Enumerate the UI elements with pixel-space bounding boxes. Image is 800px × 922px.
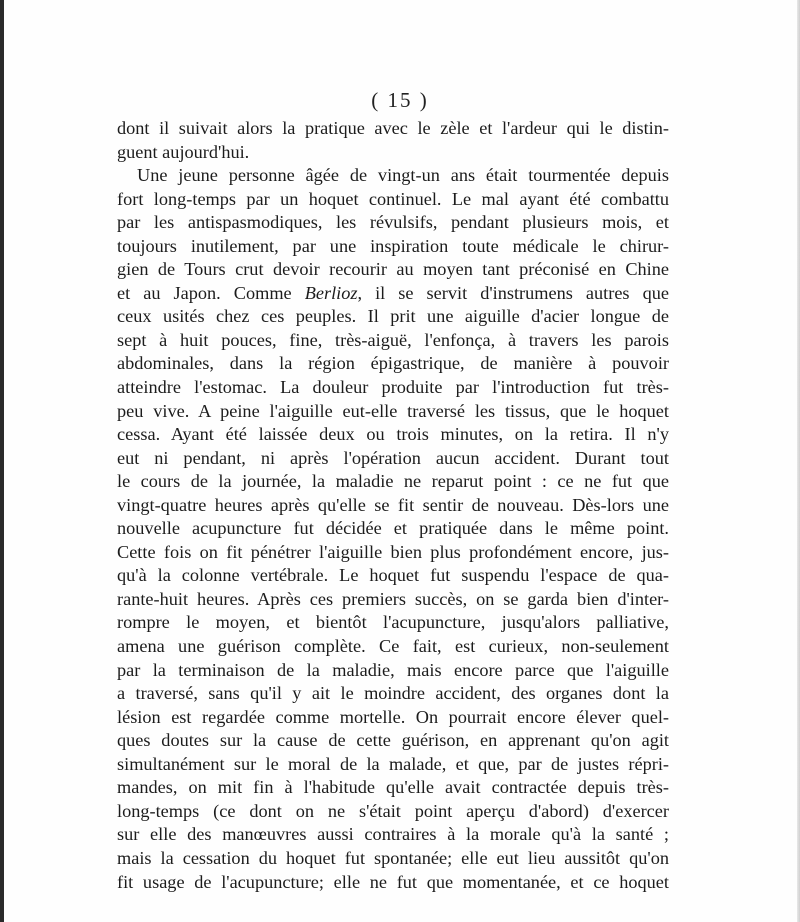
text-line: Cette fois on fit pénétrer l'aiguille bien plus profondément encore, jus-	[117, 541, 669, 562]
text-line: rompre le moyen, et bientôt l'acupuncture, jusqu'alors palliative,	[117, 612, 669, 633]
text-line: sur elle des manœuvres aussi contraires à la morale qu'à la santé ;	[117, 824, 669, 845]
text-line: long-temps (ce dont on ne s'était point aperçu d'abord) d'exercer	[117, 800, 669, 821]
text-line: nouvelle acupuncture fut décidée et pratiquée dans le même point.	[117, 518, 669, 539]
text-line: fort long-temps par un hoquet continuel. Le mal ayant été combattu	[117, 188, 669, 209]
text-segment: et au Japon. Comme	[117, 282, 305, 303]
text-line: atteindre l'estomac. La douleur produite par l'introduction fut très-	[117, 377, 669, 398]
text-line: Une jeune personne âgée de vingt-un ans était tourmentée depuis	[137, 165, 669, 186]
page-number: ( 15 )	[371, 88, 429, 112]
page-left-edge	[0, 0, 4, 922]
text-line	[117, 282, 669, 306]
text-line: guent aujourd'hui.	[117, 141, 250, 162]
body-text	[117, 117, 669, 894]
text-line: eut ni pendant, ni après l'opération aucun accident. Durant tout	[117, 447, 669, 468]
text-line: mandes, on mit fin à l'habitude qu'elle avait contractée depuis très-	[117, 777, 669, 798]
text-line: sept à huit pouces, fine, très-aiguë, l'enfonça, à travers les parois	[117, 329, 669, 350]
text-line: cessa. Ayant été laissée deux ou trois minutes, on la retira. Il n'y	[117, 424, 669, 445]
text-line: mais la cessation du hoquet fut spontanée; elle eut lieu aussitôt qu'on	[117, 847, 669, 868]
text-line: vingt-quatre heures après qu'elle se fit sentir de nouveau. Dès-lors une	[117, 494, 669, 515]
text-line: le cours de la journée, la maladie ne reparut point : ce ne fut que	[117, 471, 669, 492]
text-line: a traversé, sans qu'il y ait le moindre accident, des organes dont la	[117, 683, 669, 704]
text-line: lésion est regardée comme mortelle. On pourrait encore élever quel-	[117, 706, 669, 727]
text-line: ques doutes sur la cause de cette guérison, en apprenant qu'on agit	[117, 730, 669, 751]
text-line: gien de Tours crut devoir recourir au moyen tant préconisé en Chine	[117, 259, 669, 280]
text-segment: , il se servit d'instrumens autres que	[357, 282, 669, 303]
text-line: fit usage de l'acupuncture; elle ne fut que momentanée, et ce hoquet	[117, 871, 669, 892]
text-line: ceux usités chez ces peuples. Il prit une aiguille d'acier longue de	[117, 306, 669, 327]
text-line: abdominales, dans la région épigastrique, de manière à pouvoir	[117, 353, 669, 374]
text-line: par les antispasmodiques, les révulsifs, pendant plusieurs mois, et	[117, 212, 669, 233]
text-line: qu'à la colonne vertébrale. Le hoquet fut suspendu l'espace de qua-	[117, 565, 669, 586]
text-line: amena une guérison complète. Ce fait, est curieux, non-seulement	[117, 636, 669, 657]
text-line: rante-huit heures. Après ces premiers succès, on se garda bien d'inter-	[117, 588, 669, 609]
text-line: peu vive. A peine l'aiguille eut-elle traversé les tissus, que le hoquet	[117, 400, 669, 421]
italic-name: Berlioz	[304, 282, 358, 303]
text-line: simultanément sur le moral de la malade, et que, par de justes répri-	[117, 753, 669, 774]
text-line: toujours inutilement, par une inspiration toute médicale le chirur-	[117, 235, 669, 256]
text-line: par la terminaison de la maladie, mais encore parce que l'aiguille	[117, 659, 669, 680]
text-line: dont il suivait alors la pratique avec le zèle et l'ardeur qui le distin-	[117, 118, 669, 138]
